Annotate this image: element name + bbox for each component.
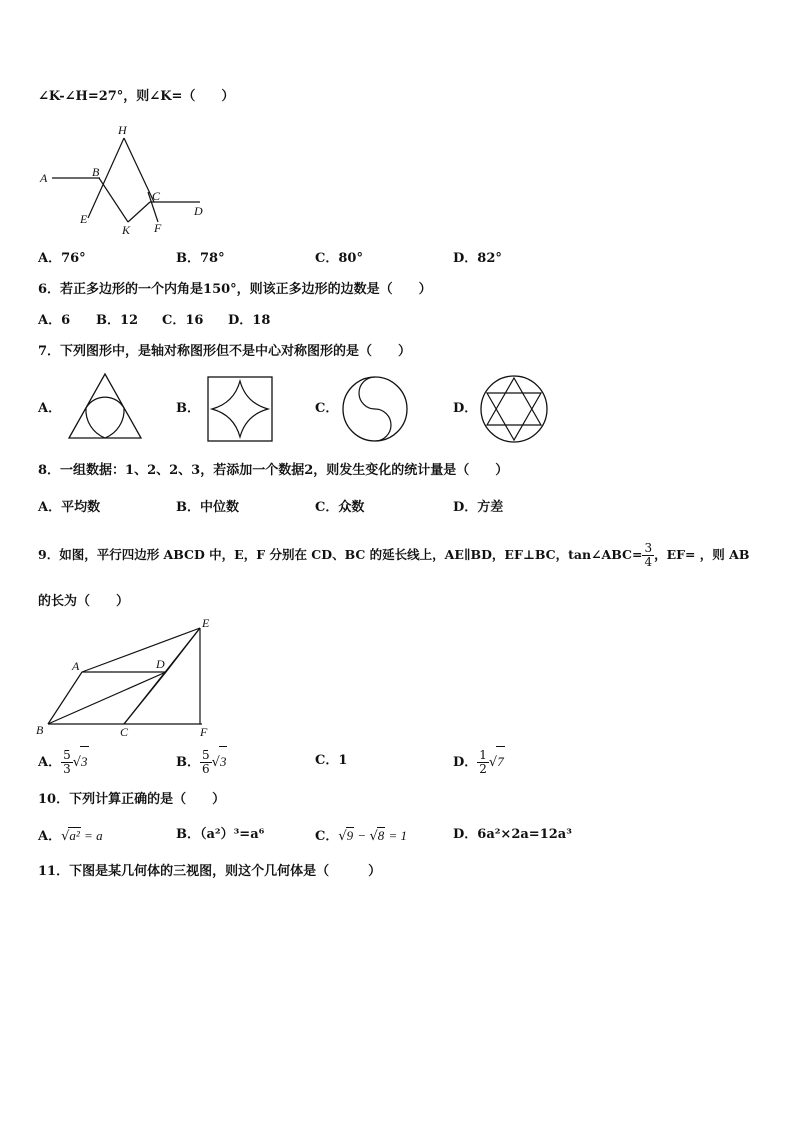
- q10-option-d[interactable]: D．6a²×2a=12a³: [453, 827, 572, 842]
- q8-option-c[interactable]: C．众数: [315, 500, 365, 515]
- q9-stem-line2: 的长为（ ）: [38, 594, 130, 609]
- q6-option-b[interactable]: B．12: [96, 313, 139, 328]
- q7-figure-d-hexagram[interactable]: [478, 373, 550, 445]
- q10-option-b[interactable]: B．（a²）³=a⁶: [176, 827, 265, 842]
- q6-option-d[interactable]: D．18: [228, 313, 271, 328]
- q5-option-b[interactable]: B．78°: [176, 251, 225, 266]
- q8-stem: 8．一组数据：1、2、2、3，若添加一个数据2，则发生变化的统计量是（ ）: [38, 463, 509, 478]
- q8-option-b[interactable]: B．中位数: [176, 500, 239, 515]
- q6-stem: 6．若正多边形的一个内角是150°，则该正多边形的边数是（ ）: [38, 282, 432, 297]
- q5-option-d[interactable]: D．82°: [453, 251, 502, 266]
- q5-label-a: A: [40, 171, 48, 185]
- q7-option-d-letter[interactable]: D．: [453, 401, 478, 416]
- q5-label-c: C: [152, 189, 161, 203]
- q9-stem-part2: ，EF= ，则 AB: [654, 547, 750, 562]
- q7-stem: 7．下列图形中，是轴对称图形但不是中心对称图形的是（ ）: [38, 344, 412, 359]
- q9-label-f: F: [200, 725, 208, 739]
- q9-label-e: E: [202, 616, 210, 630]
- q7-option-a-letter[interactable]: A．: [38, 401, 62, 416]
- q7-figure-c-yin-yang[interactable]: [340, 374, 410, 444]
- q9-tan-fraction: $\frac{3}{4}$: [644, 541, 653, 569]
- q9-option-c[interactable]: C．1: [315, 753, 348, 768]
- q7-figure-b-star-square[interactable]: [206, 375, 274, 443]
- q9-label-d: D: [156, 657, 165, 671]
- q9-option-d[interactable]: D． $\frac{1}{2}$ √7: [453, 748, 504, 776]
- q7-figure-a-triangle-arcs[interactable]: [64, 370, 146, 442]
- q5-figure: [36, 120, 216, 240]
- q5-label-f: F: [154, 221, 162, 235]
- q6-option-c[interactable]: C．16: [162, 313, 204, 328]
- q9-stem-part1: 9．如图，平行四边形 ABCD 中，E，F 分别在 CD、BC 的延长线上，AE∥BD，EF⊥BC，tan∠ABC=: [38, 547, 643, 562]
- q9-label-c: C: [120, 725, 129, 739]
- q5-label-e: E: [80, 212, 88, 226]
- q5-option-a[interactable]: A．76°: [38, 251, 86, 266]
- q5-stem: ∠K-∠H=27°，则∠K=（ ）: [38, 89, 235, 104]
- q10-option-c[interactable]: C．√9 − √8 = 1: [315, 828, 408, 844]
- q9-option-a[interactable]: A． $\frac{5}{3}$ √3: [38, 748, 88, 776]
- q10-stem: 10．下列计算正确的是（ ）: [38, 792, 226, 807]
- q8-option-a[interactable]: A．平均数: [38, 500, 101, 515]
- q5-label-b: B: [92, 165, 100, 179]
- q7-option-b-letter[interactable]: B．: [176, 401, 200, 416]
- q5-option-c[interactable]: C．80°: [315, 251, 363, 266]
- q5-label-h: H: [118, 123, 127, 137]
- q9-figure: [34, 614, 224, 740]
- q8-option-d[interactable]: D．方差: [453, 500, 504, 515]
- q11-stem: 11．下图是某几何体的三视图，则这个几何体是（ ）: [38, 864, 382, 879]
- q5-label-d: D: [194, 204, 203, 218]
- q10-option-a[interactable]: A．√a² = a: [38, 828, 103, 844]
- q5-label-k: K: [122, 223, 131, 237]
- q9-label-a: A: [72, 659, 80, 673]
- q7-option-c-letter[interactable]: C．: [315, 401, 339, 416]
- q9-label-b: B: [36, 723, 44, 737]
- q9-stem-line1: [38, 540, 749, 570]
- q9-option-b[interactable]: B． $\frac{5}{6}$ √3: [176, 748, 227, 776]
- q6-option-a[interactable]: A．6: [38, 313, 71, 328]
